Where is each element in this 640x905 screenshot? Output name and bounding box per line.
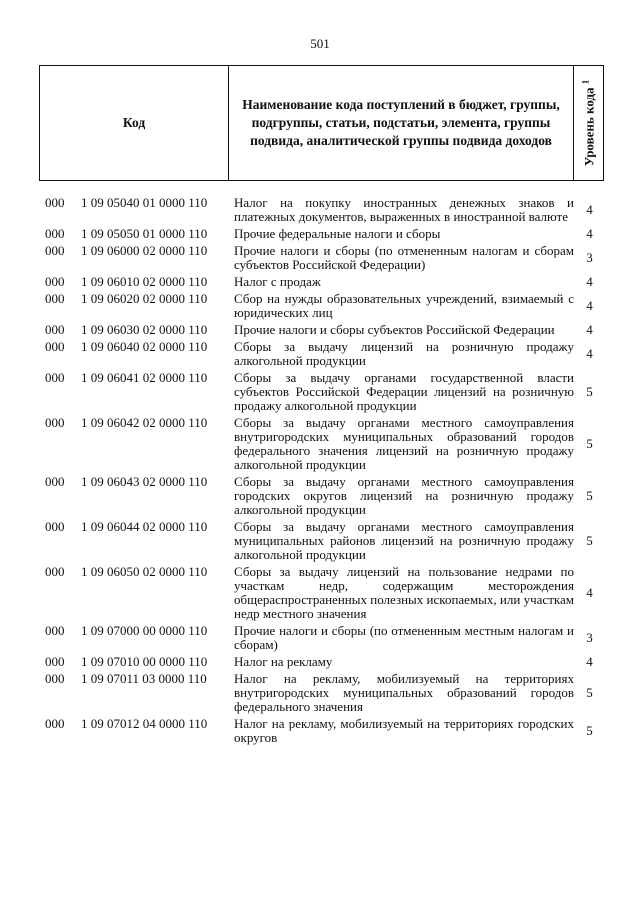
table-row xyxy=(45,227,605,241)
row-code: 1 09 06030 02 0000 110 xyxy=(81,322,208,337)
row-code: 1 09 06040 02 0000 110 xyxy=(81,339,208,354)
row-code: 1 09 07000 00 0000 110 xyxy=(81,623,208,638)
row-admin-code: 000 xyxy=(45,474,65,489)
row-code: 1 09 06010 02 0000 110 xyxy=(81,274,208,289)
table-row xyxy=(45,655,605,669)
row-admin-code: 000 xyxy=(45,415,65,430)
table-header xyxy=(39,65,604,181)
table-row xyxy=(45,717,605,745)
header-code: Код xyxy=(40,66,229,180)
row-name: Сбор на нужды образовательных учреждений, взимаемый с юридических лиц xyxy=(234,291,574,320)
table-row xyxy=(45,416,605,472)
row-admin-code: 000 xyxy=(45,671,65,686)
row-admin-code: 000 xyxy=(45,291,65,306)
row-admin-code: 000 xyxy=(45,716,65,731)
table-row xyxy=(45,624,605,652)
row-code: 1 09 07012 04 0000 110 xyxy=(81,716,208,731)
row-code: 1 09 06050 02 0000 110 xyxy=(81,564,208,579)
row-name: Сборы за выдачу лицензий на розничную продажу алкогольной продукции xyxy=(234,339,574,368)
row-name: Прочие налоги и сборы субъектов Российской Федерации xyxy=(234,322,555,337)
table-row xyxy=(45,340,605,368)
row-name: Прочие налоги и сборы (по отмененным налогам и сборам субъектов Российской Федерации) xyxy=(234,243,574,272)
row-admin-code: 000 xyxy=(45,339,65,354)
row-name: Налог на покупку иностранных денежных знаков и платежных документов, выраженных в иностранной валюте xyxy=(234,195,574,224)
table-row xyxy=(45,292,605,320)
row-admin-code: 000 xyxy=(45,274,65,289)
table-row xyxy=(45,475,605,517)
row-level: 4 xyxy=(586,654,593,669)
row-level: 4 xyxy=(586,226,593,241)
row-name: Налог с продаж xyxy=(234,274,321,289)
table-row xyxy=(45,672,605,714)
row-admin-code: 000 xyxy=(45,654,65,669)
table-row xyxy=(45,565,605,621)
row-level: 4 xyxy=(586,322,593,337)
row-name: Сборы за выдачу органами местного самоуправления городских округов лицензий на розничную продажу алкогольной продукции xyxy=(234,474,574,517)
row-level: 5 xyxy=(586,384,593,399)
row-name: Сборы за выдачу органами местного самоуправления муниципальных районов лицензий на розничную продажу алкогольной продукции xyxy=(234,519,574,562)
table-row xyxy=(45,323,605,337)
table-body xyxy=(45,196,605,748)
row-name: Прочие налоги и сборы (по отмененным местным налогам и сборам) xyxy=(234,623,574,652)
row-name: Налог на рекламу, мобилизуемый на территориях городских округов xyxy=(234,716,574,745)
row-name: Прочие федеральные налоги и сборы xyxy=(234,226,441,241)
row-code: 1 09 05040 01 0000 110 xyxy=(81,195,208,210)
row-admin-code: 000 xyxy=(45,564,65,579)
row-code: 1 09 06042 02 0000 110 xyxy=(81,415,208,430)
row-code: 1 09 07010 00 0000 110 xyxy=(81,654,208,669)
row-level: 5 xyxy=(586,436,593,451)
row-code: 1 09 06020 02 0000 110 xyxy=(81,291,208,306)
row-level: 5 xyxy=(586,533,593,548)
row-level: 4 xyxy=(586,298,593,313)
row-code: 1 09 07011 03 0000 110 xyxy=(81,671,207,686)
header-level-footnote: 1 xyxy=(579,79,590,85)
row-level: 4 xyxy=(586,202,593,217)
row-level: 4 xyxy=(586,274,593,289)
row-name: Налог на рекламу xyxy=(234,654,333,669)
page-number: 501 xyxy=(310,36,330,51)
row-level: 5 xyxy=(586,723,593,738)
row-level: 3 xyxy=(586,250,593,265)
row-admin-code: 000 xyxy=(45,623,65,638)
row-level: 4 xyxy=(586,585,593,600)
row-admin-code: 000 xyxy=(45,226,65,241)
table-row xyxy=(45,275,605,289)
table-row xyxy=(45,520,605,562)
row-code: 1 09 06043 02 0000 110 xyxy=(81,474,208,489)
row-code: 1 09 05050 01 0000 110 xyxy=(81,226,208,241)
row-code: 1 09 06041 02 0000 110 xyxy=(81,370,208,385)
header-level-label: Уровень кода xyxy=(581,87,597,167)
row-admin-code: 000 xyxy=(45,370,65,385)
row-level: 4 xyxy=(586,346,593,361)
row-level: 3 xyxy=(586,630,593,645)
row-name: Сборы за выдачу лицензий на пользование недрами по участкам недр, содержащим месторождения общераспространенных полезных ископаемых, или участкам недр местного значения xyxy=(234,564,574,621)
header-name: Наименование кода поступлений в бюджет, группы, подгруппы, статьи, подстатьи, элемента, группы подвида, аналитической группы подвида доходов xyxy=(229,66,574,180)
row-name: Налог на рекламу, мобилизуемый на территориях внутригородских муниципальных образований городов федерального значения xyxy=(234,671,574,714)
row-admin-code: 000 xyxy=(45,243,65,258)
row-admin-code: 000 xyxy=(45,322,65,337)
row-code: 1 09 06000 02 0000 110 xyxy=(81,243,208,258)
row-level: 5 xyxy=(586,685,593,700)
row-code: 1 09 06044 02 0000 110 xyxy=(81,519,208,534)
table-row xyxy=(45,371,605,413)
row-name: Сборы за выдачу органами государственной власти субъектов Российской Федерации лицензий на розничную продажу алкогольной продукции xyxy=(234,370,574,413)
row-admin-code: 000 xyxy=(45,519,65,534)
row-name: Сборы за выдачу органами местного самоуправления внутригородских муниципальных образований городов федерального значения лицензий на розничную продажу алкогольной продукции xyxy=(234,415,574,472)
header-level xyxy=(574,66,603,180)
table-row xyxy=(45,244,605,272)
row-level: 5 xyxy=(586,488,593,503)
table-row xyxy=(45,196,605,224)
row-admin-code: 000 xyxy=(45,195,65,210)
